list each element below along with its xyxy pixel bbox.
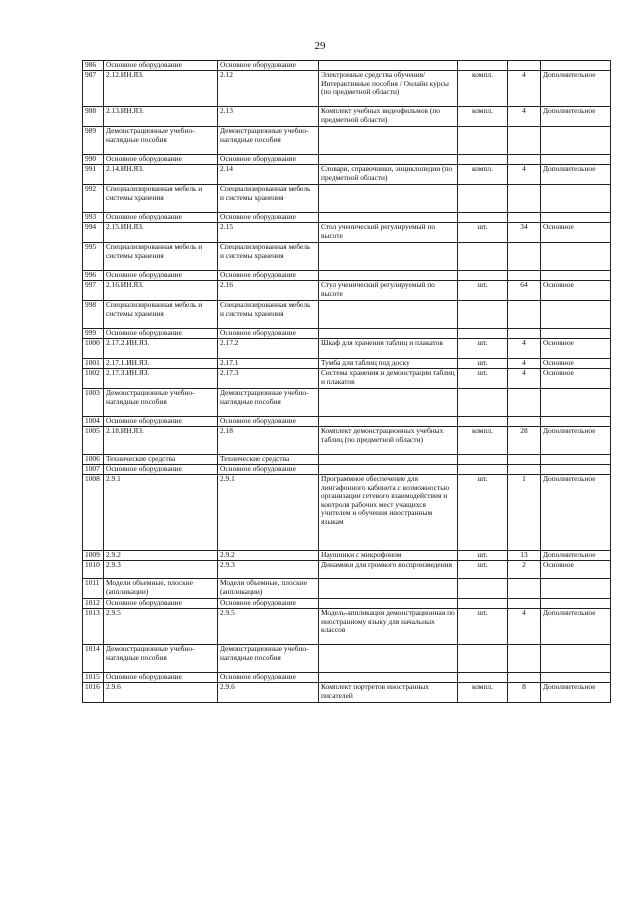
code-cell: 2.18.ИН.ЯЗ.: [104, 427, 218, 455]
unit-cell: [458, 389, 508, 417]
category-cell: [541, 465, 611, 475]
code-cell: 2.13.ИН.ЯЗ.: [104, 107, 218, 127]
quantity-cell: 4: [508, 359, 541, 369]
code-cell: Специализированная мебель и системы хранения: [104, 185, 218, 213]
item-name-cell: Тумба для таблиц под доску: [319, 359, 458, 369]
code-cell: Основное оборудование: [104, 271, 218, 281]
code-cell: 2.17.1.ИН.ЯЗ.: [104, 359, 218, 369]
section-cell: 2.15: [218, 223, 319, 243]
code-cell: 2.17.3.ИН.ЯЗ.: [104, 369, 218, 389]
section-cell: Специализированная мебель и системы хранения: [218, 301, 319, 329]
row-number-cell: 1007: [83, 465, 104, 475]
table-row: [83, 475, 611, 551]
code-cell: Основное оборудование: [104, 465, 218, 475]
table-row: [83, 71, 611, 107]
code-cell: Основное оборудование: [104, 417, 218, 427]
item-name-cell: [319, 127, 458, 155]
category-cell: [541, 61, 611, 71]
table-row: [83, 243, 611, 271]
unit-cell: шт.: [458, 281, 508, 301]
unit-cell: [458, 185, 508, 213]
unit-cell: компл.: [458, 165, 508, 185]
quantity-cell: 4: [508, 339, 541, 359]
table-row: [83, 329, 611, 339]
unit-cell: компл.: [458, 71, 508, 107]
row-number-cell: 998: [83, 301, 104, 329]
unit-cell: шт.: [458, 339, 508, 359]
category-cell: Дополнительное: [541, 609, 611, 645]
row-number-cell: 1000: [83, 339, 104, 359]
page-number: 29: [314, 40, 326, 52]
category-cell: [541, 127, 611, 155]
code-cell: Основное оборудование: [104, 213, 218, 223]
row-number-cell: 1009: [83, 551, 104, 561]
quantity-cell: 4: [508, 369, 541, 389]
item-name-cell: Словари, справочники, энциклопедии (по предметной области): [319, 165, 458, 185]
code-cell: 2.9.6: [104, 683, 218, 703]
table-row: [83, 155, 611, 165]
code-cell: Основное оборудование: [104, 599, 218, 609]
unit-cell: [458, 213, 508, 223]
code-cell: Демонстрационные учебно-наглядные пособия: [104, 389, 218, 417]
section-cell: 2.14: [218, 165, 319, 185]
unit-cell: [458, 417, 508, 427]
quantity-cell: 4: [508, 71, 541, 107]
category-cell: [541, 185, 611, 213]
item-name-cell: [319, 599, 458, 609]
code-cell: Демонстрационные учебно-наглядные пособия: [104, 127, 218, 155]
table-row: [83, 465, 611, 475]
quantity-cell: 28: [508, 427, 541, 455]
unit-cell: [458, 271, 508, 281]
category-cell: [541, 155, 611, 165]
quantity-cell: 4: [508, 165, 541, 185]
section-cell: Технические средства: [218, 455, 319, 465]
category-cell: [541, 673, 611, 683]
item-name-cell: [319, 185, 458, 213]
code-cell: Модели объемные, плоские (аппликации): [104, 579, 218, 599]
table-row: [83, 551, 611, 561]
code-cell: 2.17.2.ИН.ЯЗ.: [104, 339, 218, 359]
unit-cell: компл.: [458, 107, 508, 127]
table-row: [83, 301, 611, 329]
category-cell: [541, 417, 611, 427]
table-row: [83, 417, 611, 427]
unit-cell: [458, 645, 508, 673]
section-cell: Модели объемные, плоские (аппликации): [218, 579, 319, 599]
item-name-cell: [319, 243, 458, 271]
unit-cell: шт.: [458, 475, 508, 551]
code-cell: 2.9.2: [104, 551, 218, 561]
unit-cell: [458, 673, 508, 683]
item-name-cell: [319, 465, 458, 475]
row-number-cell: 1002: [83, 369, 104, 389]
category-cell: Основное: [541, 281, 611, 301]
table-row: [83, 185, 611, 213]
category-cell: [541, 645, 611, 673]
quantity-cell: 64: [508, 281, 541, 301]
row-number-cell: 991: [83, 165, 104, 185]
unit-cell: шт.: [458, 369, 508, 389]
table-row: [83, 427, 611, 455]
code-cell: Демонстрационные учебно-наглядные пособия: [104, 645, 218, 673]
code-cell: 2.9.3: [104, 561, 218, 579]
row-number-cell: 996: [83, 271, 104, 281]
category-cell: [541, 329, 611, 339]
unit-cell: [458, 329, 508, 339]
category-cell: Основное: [541, 339, 611, 359]
quantity-cell: [508, 417, 541, 427]
item-name-cell: [319, 155, 458, 165]
quantity-cell: [508, 329, 541, 339]
unit-cell: [458, 465, 508, 475]
quantity-cell: 2: [508, 561, 541, 579]
quantity-cell: [508, 243, 541, 271]
unit-cell: [458, 243, 508, 271]
item-name-cell: [319, 329, 458, 339]
row-number-cell: 988: [83, 107, 104, 127]
item-name-cell: [319, 213, 458, 223]
section-cell: Специализированная мебель и системы хранения: [218, 243, 319, 271]
unit-cell: [458, 579, 508, 599]
row-number-cell: 1006: [83, 455, 104, 465]
quantity-cell: [508, 455, 541, 465]
row-number-cell: 997: [83, 281, 104, 301]
unit-cell: [458, 599, 508, 609]
row-number-cell: 1014: [83, 645, 104, 673]
quantity-cell: [508, 579, 541, 599]
section-cell: Основное оборудование: [218, 271, 319, 281]
table-row: [83, 271, 611, 281]
code-cell: Технические средства: [104, 455, 218, 465]
section-cell: Основное оборудование: [218, 465, 319, 475]
row-number-cell: 995: [83, 243, 104, 271]
category-cell: Дополнительное: [541, 551, 611, 561]
quantity-cell: [508, 61, 541, 71]
unit-cell: шт.: [458, 551, 508, 561]
category-cell: Дополнительное: [541, 427, 611, 455]
section-cell: 2.13: [218, 107, 319, 127]
category-cell: Дополнительное: [541, 683, 611, 703]
category-cell: Дополнительное: [541, 107, 611, 127]
section-cell: Основное оборудование: [218, 329, 319, 339]
category-cell: Основное: [541, 561, 611, 579]
unit-cell: [458, 155, 508, 165]
row-number-cell: 999: [83, 329, 104, 339]
category-cell: [541, 579, 611, 599]
item-name-cell: [319, 455, 458, 465]
quantity-cell: 1: [508, 475, 541, 551]
unit-cell: компл.: [458, 683, 508, 703]
table-row: [83, 599, 611, 609]
category-cell: Основное: [541, 369, 611, 389]
category-cell: [541, 271, 611, 281]
category-cell: Дополнительное: [541, 475, 611, 551]
category-cell: Основное: [541, 359, 611, 369]
unit-cell: шт.: [458, 223, 508, 243]
code-cell: Основное оборудование: [104, 155, 218, 165]
row-number-cell: 1015: [83, 673, 104, 683]
code-cell: Основное оборудование: [104, 329, 218, 339]
section-cell: Основное оборудование: [218, 673, 319, 683]
quantity-cell: [508, 301, 541, 329]
item-name-cell: Шкаф для хранения таблиц и плакатов: [319, 339, 458, 359]
section-cell: Основное оборудование: [218, 61, 319, 71]
item-name-cell: [319, 579, 458, 599]
quantity-cell: 8: [508, 683, 541, 703]
row-number-cell: 989: [83, 127, 104, 155]
row-number-cell: 1001: [83, 359, 104, 369]
code-cell: Основное оборудование: [104, 673, 218, 683]
category-cell: Дополнительное: [541, 165, 611, 185]
row-number-cell: 1003: [83, 389, 104, 417]
quantity-cell: [508, 271, 541, 281]
section-cell: 2.9.2: [218, 551, 319, 561]
section-cell: Основное оборудование: [218, 417, 319, 427]
item-name-cell: Программное обеспечение для лингафонного кабинета с возможностью организации сетевого взаимодействия и контроля рабочих мест учащихся учителем и обучения иностранным языкам: [319, 475, 458, 551]
item-name-cell: [319, 271, 458, 281]
unit-cell: шт.: [458, 609, 508, 645]
row-number-cell: 987: [83, 71, 104, 107]
section-cell: 2.12: [218, 71, 319, 107]
item-name-cell: Электронные средства обучения/Интерактивные пособия / Онлайн курсы (по предметной области): [319, 71, 458, 107]
code-cell: 2.12.ИН.ЯЗ.: [104, 71, 218, 107]
item-name-cell: Динамики для громкого воспроизведения: [319, 561, 458, 579]
quantity-cell: 4: [508, 609, 541, 645]
item-name-cell: [319, 645, 458, 673]
category-cell: Дополнительное: [541, 71, 611, 107]
category-cell: Основное: [541, 223, 611, 243]
row-number-cell: 986: [83, 61, 104, 71]
row-number-cell: 1004: [83, 417, 104, 427]
table-row: [83, 61, 611, 71]
row-number-cell: 1010: [83, 561, 104, 579]
item-name-cell: Система хранения и демонстрации таблиц и плакатов: [319, 369, 458, 389]
quantity-cell: [508, 389, 541, 417]
unit-cell: [458, 127, 508, 155]
row-number-cell: 1013: [83, 609, 104, 645]
category-cell: [541, 243, 611, 271]
row-number-cell: 993: [83, 213, 104, 223]
section-cell: 2.9.6: [218, 683, 319, 703]
item-name-cell: [319, 389, 458, 417]
section-cell: 2.9.3: [218, 561, 319, 579]
unit-cell: [458, 455, 508, 465]
quantity-cell: [508, 645, 541, 673]
row-number-cell: 1016: [83, 683, 104, 703]
item-name-cell: [319, 673, 458, 683]
item-name-cell: Комплект портретов иностранных писателей: [319, 683, 458, 703]
quantity-cell: [508, 599, 541, 609]
table-row: [83, 107, 611, 127]
table-row: [83, 339, 611, 359]
quantity-cell: [508, 155, 541, 165]
code-cell: 2.14.ИН.ЯЗ.: [104, 165, 218, 185]
row-number-cell: 990: [83, 155, 104, 165]
unit-cell: компл.: [458, 427, 508, 455]
quantity-cell: 13: [508, 551, 541, 561]
code-cell: Специализированная мебель и системы хранения: [104, 243, 218, 271]
table-row: [83, 165, 611, 185]
section-cell: Специализированная мебель и системы хранения: [218, 185, 319, 213]
unit-cell: шт.: [458, 359, 508, 369]
quantity-cell: 34: [508, 223, 541, 243]
table-row: [83, 389, 611, 417]
section-cell: 2.17.2: [218, 339, 319, 359]
table-row: [83, 281, 611, 301]
section-cell: 2.18: [218, 427, 319, 455]
item-name-cell: [319, 61, 458, 71]
unit-cell: шт.: [458, 561, 508, 579]
quantity-cell: [508, 185, 541, 213]
row-number-cell: 1012: [83, 599, 104, 609]
row-number-cell: 1008: [83, 475, 104, 551]
category-cell: [541, 301, 611, 329]
code-cell: 2.16.ИН.ЯЗ.: [104, 281, 218, 301]
section-cell: Основное оборудование: [218, 213, 319, 223]
section-cell: Основное оборудование: [218, 599, 319, 609]
table-row: [83, 683, 611, 703]
table-row: [83, 127, 611, 155]
table-row: [83, 213, 611, 223]
section-cell: 2.9.1: [218, 475, 319, 551]
item-name-cell: Комплект учебных видеофильмов (по предметной области): [319, 107, 458, 127]
code-cell: 2.9.1: [104, 475, 218, 551]
section-cell: 2.17.3: [218, 369, 319, 389]
code-cell: Основное оборудование: [104, 61, 218, 71]
item-name-cell: Наушники с микрофоном: [319, 551, 458, 561]
table-row: [83, 223, 611, 243]
section-cell: Основное оборудование: [218, 155, 319, 165]
table-row: [83, 561, 611, 579]
quantity-cell: [508, 673, 541, 683]
row-number-cell: 1011: [83, 579, 104, 599]
row-number-cell: 994: [83, 223, 104, 243]
code-cell: Специализированная мебель и системы хранения: [104, 301, 218, 329]
item-name-cell: Стул ученический регулируемый по высоте: [319, 281, 458, 301]
equipment-table: [82, 60, 611, 703]
code-cell: 2.9.5: [104, 609, 218, 645]
section-cell: Демонстрационные учебно-наглядные пособия: [218, 389, 319, 417]
quantity-cell: 4: [508, 107, 541, 127]
section-cell: Демонстрационные учебно-наглядные пособия: [218, 127, 319, 155]
category-cell: [541, 599, 611, 609]
unit-cell: [458, 301, 508, 329]
code-cell: 2.15.ИН.ЯЗ.: [104, 223, 218, 243]
item-name-cell: Модель-аппликация демонстрационная по иностранному языку для начальных классов: [319, 609, 458, 645]
quantity-cell: [508, 127, 541, 155]
quantity-cell: [508, 465, 541, 475]
category-cell: [541, 455, 611, 465]
table-row: [83, 673, 611, 683]
table-row: [83, 609, 611, 645]
item-name-cell: Стол ученический регулируемый по высоте: [319, 223, 458, 243]
table-row: [83, 645, 611, 673]
item-name-cell: [319, 301, 458, 329]
quantity-cell: [508, 213, 541, 223]
item-name-cell: [319, 417, 458, 427]
section-cell: 2.9.5: [218, 609, 319, 645]
section-cell: 2.17.1: [218, 359, 319, 369]
category-cell: [541, 389, 611, 417]
table-row: [83, 369, 611, 389]
row-number-cell: 1005: [83, 427, 104, 455]
section-cell: 2.16: [218, 281, 319, 301]
unit-cell: [458, 61, 508, 71]
row-number-cell: 992: [83, 185, 104, 213]
item-name-cell: Комплект демонстрационных учебных таблиц (по предметной области): [319, 427, 458, 455]
category-cell: [541, 213, 611, 223]
table-row: [83, 455, 611, 465]
table-row: [83, 579, 611, 599]
section-cell: Демонстрационные учебно-наглядные пособия: [218, 645, 319, 673]
table-row: [83, 359, 611, 369]
